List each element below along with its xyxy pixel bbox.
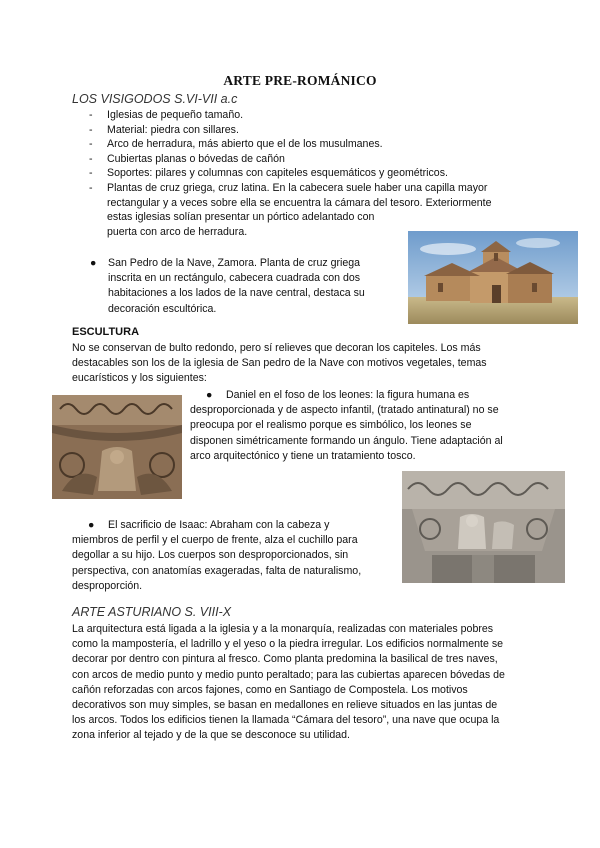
- text-line: eucarísticos y los siguientes:: [72, 372, 207, 385]
- escultura-intro: [72, 341, 542, 387]
- list-item: - Iglesias de pequeño tamaño.: [88, 108, 528, 123]
- text-line: preocupa por el realismo porque es simbólico, los leones se: [190, 419, 472, 432]
- text-line: con arcos de medio punto y medio punto peraltado; para las cubiertas aparecen bóvedas de: [72, 668, 505, 681]
- page-title: ARTE PRE-ROMÁNICO: [223, 73, 377, 88]
- bullet-icon: ●: [206, 389, 213, 401]
- text-line: inscrita en un rectángulo, cabecera cuadrada con dos: [108, 272, 361, 285]
- list-item: - Soportes: pilares y columnas con capiteles esquemáticos y geométricos.: [88, 166, 528, 181]
- daniel-relief-svg: [52, 395, 182, 499]
- church-photo-svg: [408, 231, 578, 324]
- section-heading-asturiano: ARTE ASTURIANO S. VIII-X: [72, 605, 232, 619]
- text-line: destacables son los de la iglesia de San pedro de la Nave con motivos vegetales, temas: [72, 357, 487, 370]
- bullet-icon: ●: [90, 257, 97, 269]
- san-pedro-bullet: [90, 256, 408, 317]
- text-line: como la mampostería, el ladrillo y el yeso o la piedra irregular. Los edificios normalmente se: [72, 638, 504, 651]
- asturiano-paragraph: [72, 622, 552, 744]
- daniel-bullet: [190, 388, 530, 464]
- text-line: La arquitectura está ligada a la iglesia y a la monarquía, realizadas con materiales pobres: [72, 623, 494, 635]
- church-photo: [408, 231, 578, 324]
- text-line: arco arquitectónico y tiene un tratamiento tosco.: [190, 449, 416, 462]
- text-line: cañón reforzadas con arcos fajones, como en Santiago de Compostela. Los motivos: [72, 683, 468, 696]
- list-item: - Arco de herradura, más abierto que el de los musulmanes.: [88, 137, 528, 152]
- list-item: - Cubiertas planas o bóvedas de cañón: [88, 152, 528, 167]
- isaac-relief-svg: [402, 471, 565, 583]
- text-line: - Plantas de cruz griega, cruz latina. En la cabecera suele haber una capilla mayor: [107, 181, 488, 194]
- text-line: [190, 388, 530, 403]
- text-line: desproporcionada y de aspecto infantil, (tratado antinatural) no se: [190, 404, 499, 417]
- text-line: disponen simétricamente formando un ángulo. Tiene adaptación al: [190, 434, 503, 447]
- text-line: miembros de perfil y el cuerpo de frente, alza el cuchillo para: [72, 534, 358, 547]
- text-line: decoración escultórica.: [108, 302, 217, 315]
- section-heading-visigodos: LOS VISIGODOS S.VI-VII a.c: [72, 92, 238, 106]
- list-item: - Material: piedra con sillares.: [88, 123, 528, 138]
- text-line: estas iglesias solían presentar un pórtico adelantado con: [107, 211, 375, 224]
- text-line: degollar a su hijo. Los cuerpos son desproporcionados, sin: [72, 549, 349, 562]
- text-line: los arcos. Todos los edificios tienen la llamada “Cámara del tesoro”, una nave que ocupa la: [72, 714, 500, 727]
- isaac-bullet: [72, 518, 392, 594]
- text-line: habitaciones a los lados de la nave central, destaca su: [108, 287, 365, 300]
- text-line: San Pedro de la Nave, Zamora. Planta de cruz griega: [108, 257, 361, 269]
- text-line: No se conservan de bulto redondo, pero sí relieves que decoran los capiteles. Los más: [72, 342, 481, 354]
- text-line: puerta con arco de herradura.: [107, 225, 248, 238]
- text-line: rectangular y a veces sobre ella se encuentra la cámara del tesoro. Exteriormente: [107, 196, 492, 209]
- text-line: decorativos son muy simples, se basan en medallones en relieve situados en las juntas de: [72, 699, 498, 712]
- bullet-icon: ●: [88, 519, 95, 531]
- text-line: [72, 518, 392, 533]
- text-line: zona inferior al tejado y de la que se desconoce su utilidad.: [72, 729, 350, 742]
- text-line: decorar por dentro con pintura al fresco. Como planta predomina la basilical de tres naves,: [72, 653, 498, 666]
- isaac-relief-photo: [402, 471, 565, 583]
- daniel-relief-photo: [52, 395, 182, 499]
- section-heading-escultura: ESCULTURA: [72, 326, 140, 338]
- text-line-content: Daniel en el foso de los leones: la figura humana es: [226, 389, 470, 401]
- text-line: perspectiva, con anatomías exageradas, falta de naturalismo,: [72, 564, 362, 577]
- visigodos-features-list: [88, 108, 528, 239]
- text-line-content: El sacrificio de Isaac: Abraham con la cabeza y: [108, 519, 330, 531]
- text-line: desproporción.: [72, 579, 143, 592]
